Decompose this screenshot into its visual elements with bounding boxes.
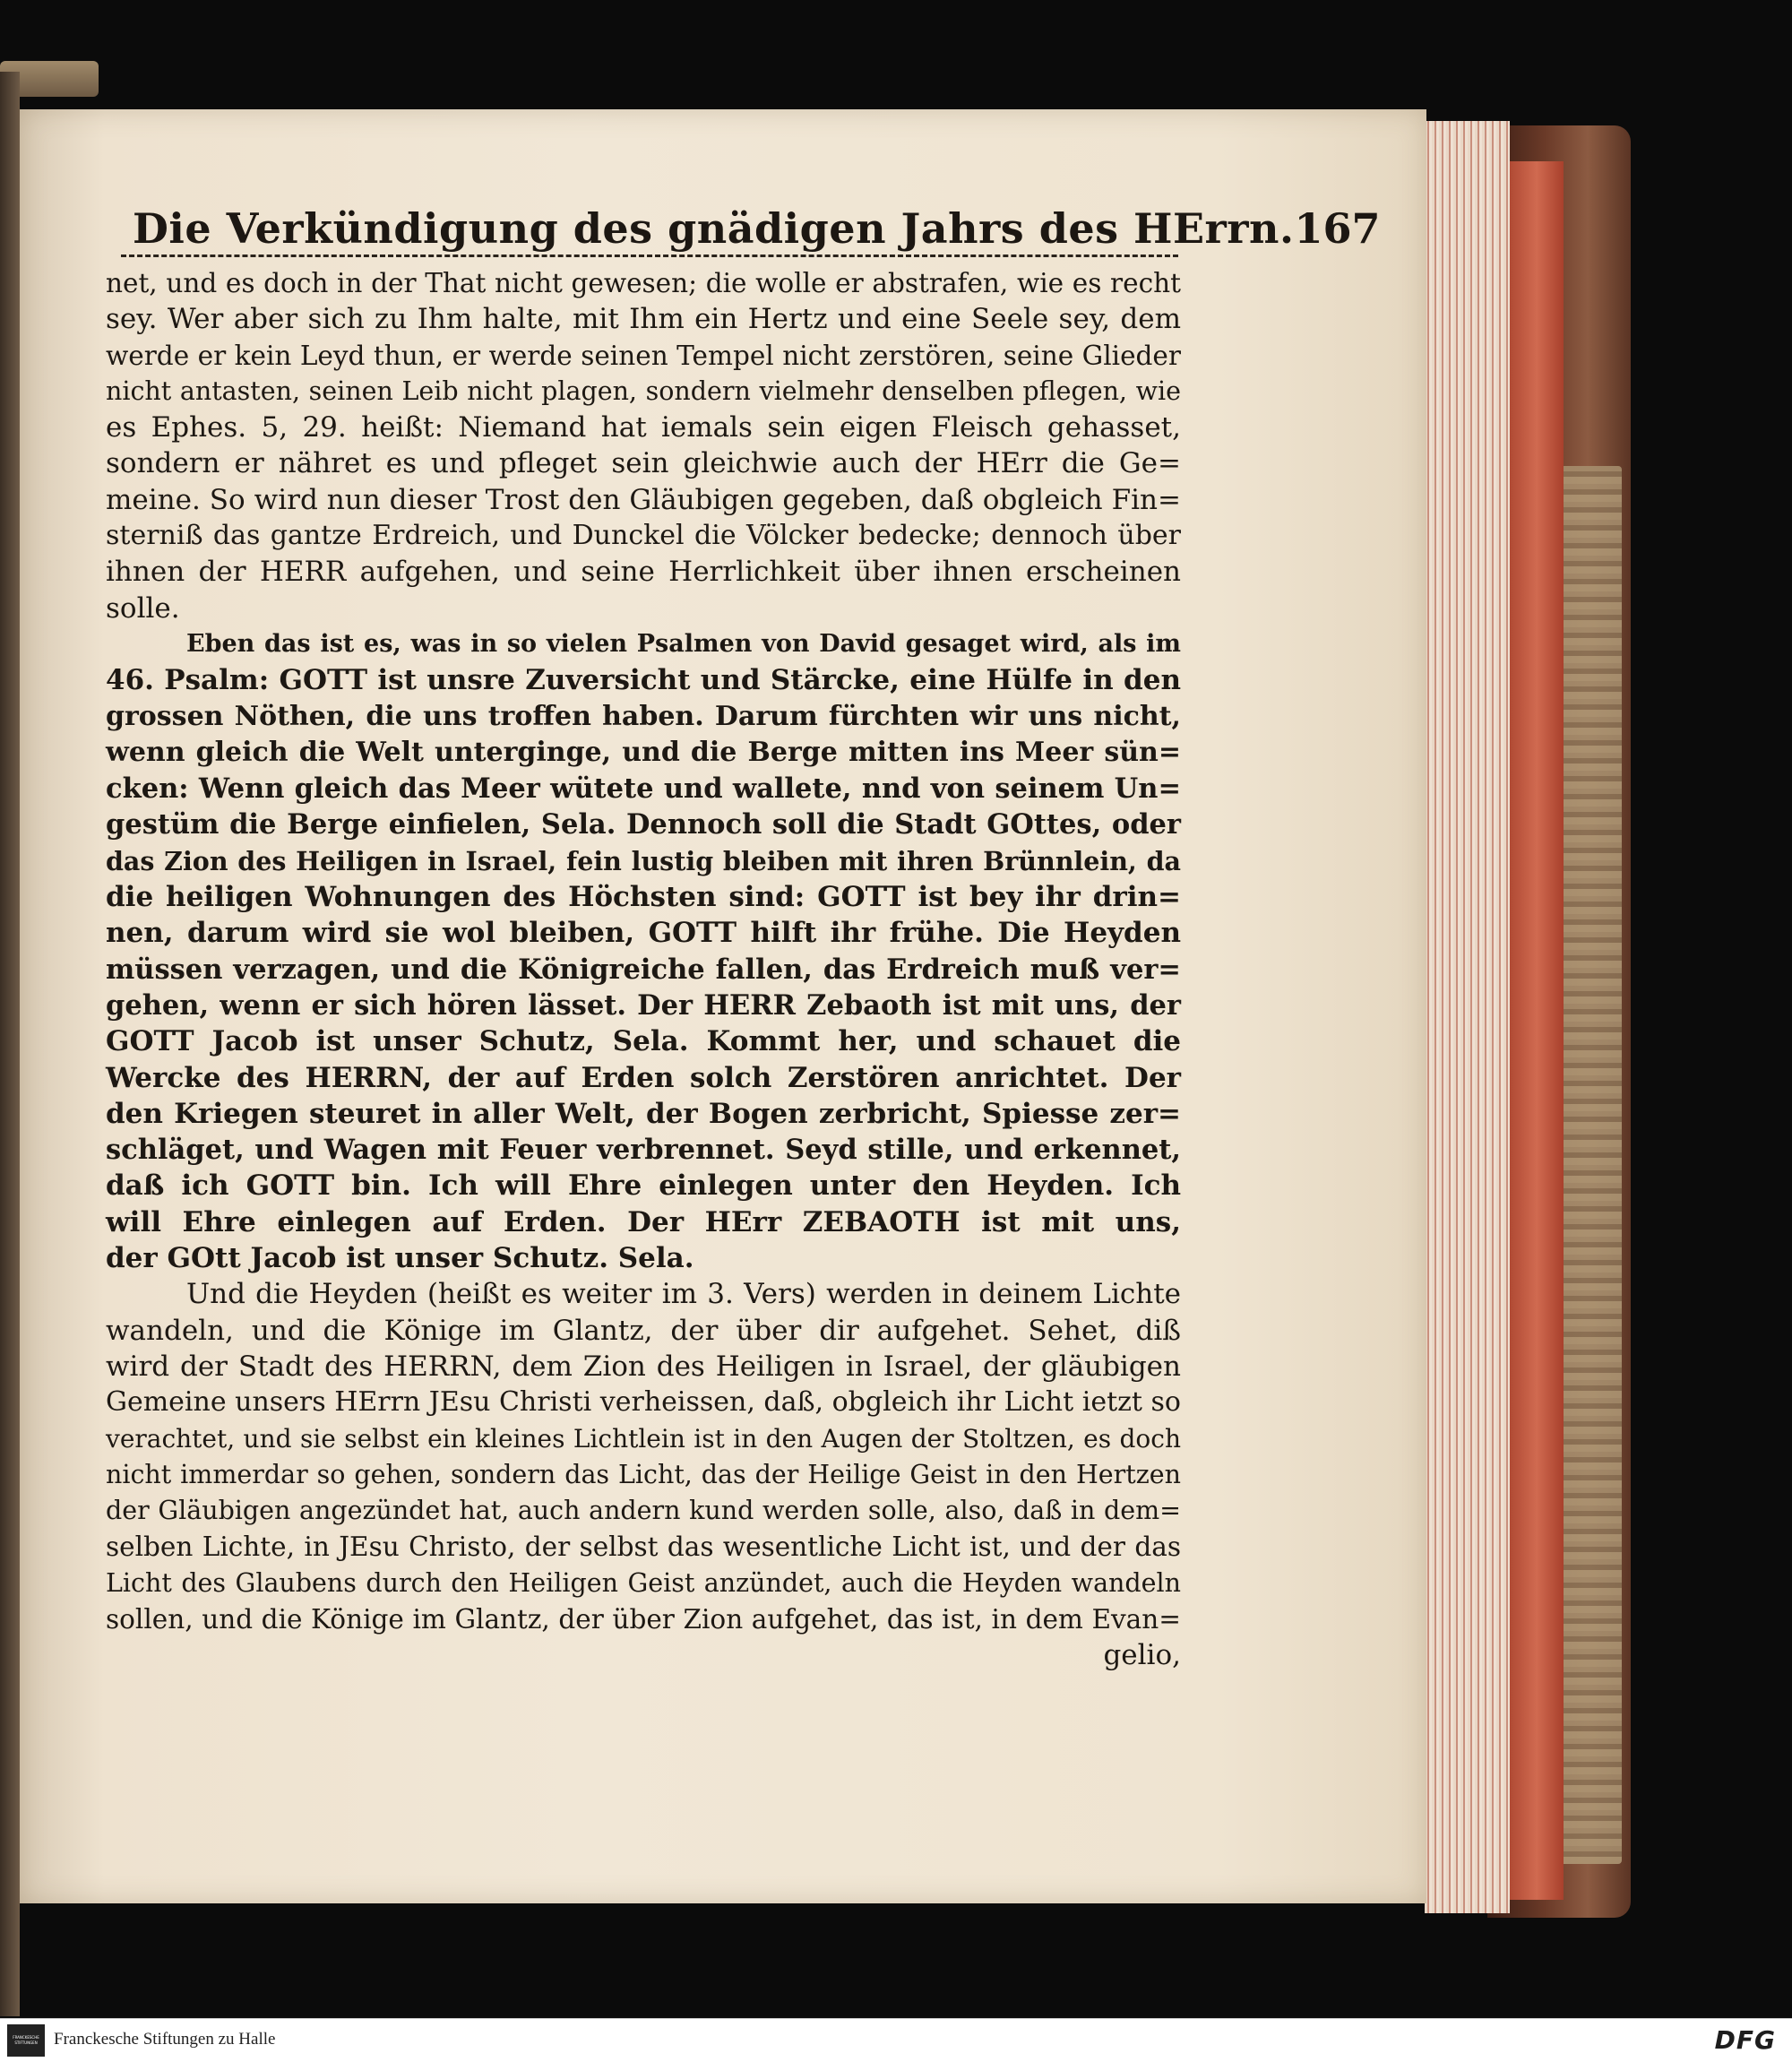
text-line: wenn gleich die Welt unterginge, und die Berge mitten ins Meer sün= [106,736,1181,768]
text-line: ihnen der HERR aufgehen, und seine Herrlichkeit über ihnen erscheinen [106,556,1181,589]
text-line: nen, darum wird sie wol bleiben, GOTT hilft ihr frühe. Die Heyden [106,917,1181,950]
text-line: grossen Nöthen, die uns troffen haben. Darum fürchten wir uns nicht, [106,700,1181,732]
institution-logo[interactable]: FRANCKESCHE STIFTUNGEN [7,2024,45,2057]
text-line: sterniß das gantze Erdreich, und Dunckel die Völcker bedecke; dennoch über [106,520,1181,552]
text-line: net, und es doch in der That nicht gewesen; die wolle er abstrafen, wie es recht [106,268,1181,298]
page-fore-edge [1425,121,1510,1913]
text-line: der Gläubigen angezündet hat, auch andern kund werden solle, also, daß in dem= [106,1496,1181,1526]
text-line: sondern er nähret es und pfleget sein gleichwie auch der HErr die Ge= [106,447,1181,480]
text-line: solle. [106,591,180,625]
text-line: werde er kein Leyd thun, er werde seinen Tempel nicht zerstören, seine Glieder [106,340,1181,371]
book-gutter [0,72,20,2016]
body-text [106,265,1181,1674]
text-line: schläget, und Wagen mit Feuer verbrennet. Seyd stille, und erkennet, [106,1134,1181,1167]
page-header [133,190,1381,253]
header-rule [121,255,1178,257]
catchword: gelio, [1103,1639,1181,1672]
dfg-logo[interactable]: DFG [1714,2025,1776,2055]
text-line: müssen verzagen, und die Königreiche fallen, das Erdreich muß ver= [106,953,1181,986]
text-line: das Zion des Heiligen in Israel, fein lustig bleiben mit ihren Brünnlein, da [106,845,1181,876]
text-line: daß ich GOTT bin. Ich will Ehre einlegen unter den Heyden. Ich [106,1169,1181,1203]
text-line: nicht antasten, seinen Leib nicht plagen, sondern vielmehr denselben pflegen, wie [106,375,1181,406]
institution-name[interactable]: Franckesche Stiftungen zu Halle [54,2030,276,2049]
text-line: Und die Heyden (heißt es weiter im 3. Vers) werden in deinem Lichte [186,1278,1181,1311]
text-line: gehen, wenn er sich hören lässet. Der HERR Zebaoth ist mit uns, der [106,988,1181,1022]
text-line: Gemeine unsers HErrn JEsu Christi verheissen, daß, obgleich ihr Licht ietzt so [106,1386,1181,1419]
cover-marbling [1559,466,1622,1864]
text-line: gestüm die Berge einfielen, Sela. Dennoch soll die Stadt GOttes, oder [106,808,1181,841]
text-line: verachtet, und sie selbst ein kleines Lichtlein ist in den Augen der Stoltzen, es doch [106,1423,1181,1454]
text-line: will Ehre einlegen auf Erden. Der HErr ZEBAOTH ist mit uns, [106,1205,1181,1238]
text-line: Licht des Glaubens durch den Heiligen Geist anzündet, auch die Heyden wandeln [106,1567,1181,1598]
text-line: die heiligen Wohnungen des Höchsten sind: GOTT ist bey ihr drin= [106,881,1181,914]
running-title: Die Verkündigung des gnädigen Jahrs des HErrn. [133,204,1295,253]
viewer-footer [0,2018,1792,2062]
text-line: wandeln, und die Könige im Glantz, der über dir aufgehet. Sehet, diß [106,1314,1181,1347]
text-line: der GOtt Jacob ist unser Schutz. Sela. [106,1242,694,1275]
text-line: GOTT Jacob ist unser Schutz, Sela. Kommt her, und schauet die [106,1025,1181,1058]
text-line: sollen, und die Könige im Glantz, der über Zion aufgehet, das ist, in dem Evan= [106,1603,1181,1635]
text-line: cken: Wenn gleich das Meer wütete und wallete, nnd von seinem Un= [106,772,1181,806]
text-line: wird der Stadt des HERRN, dem Zion des Heiligen in Israel, der gläubigen [106,1350,1181,1383]
text-line: meine. So wird nun dieser Trost den Gläubigen gegeben, daß obgleich Fin= [106,483,1181,516]
text-line: den Kriegen steuret in aller Welt, der Bogen zerbricht, Spiesse zer= [106,1097,1181,1130]
text-line: sey. Wer aber sich zu Ihm halte, mit Ihm ein Hertz und eine Seele sey, dem [106,303,1181,336]
red-page-edge [1510,161,1564,1900]
text-line: nicht immerdar so gehen, sondern das Licht, das der Heilige Geist in den Hertzen [106,1459,1181,1489]
text-line: selben Lichte, in JEsu Christo, der selbst das wesentliche Licht ist, und der das [106,1531,1181,1563]
text-line: es Ephes. 5, 29. heißt: Niemand hat iemals sein eigen Fleisch gehasset, [106,411,1181,444]
text-line: Eben das ist es, was in so vielen Psalmen von David gesaget wird, als im [186,629,1181,658]
text-line: 46. Psalm: GOTT ist unsre Zuversicht und Stärcke, eine Hülfe in den [106,664,1181,697]
text-line: Wercke des HERRN, der auf Erden solch Zerstören anrichtet. Der [106,1061,1181,1094]
page-number: 167 [1294,204,1381,253]
